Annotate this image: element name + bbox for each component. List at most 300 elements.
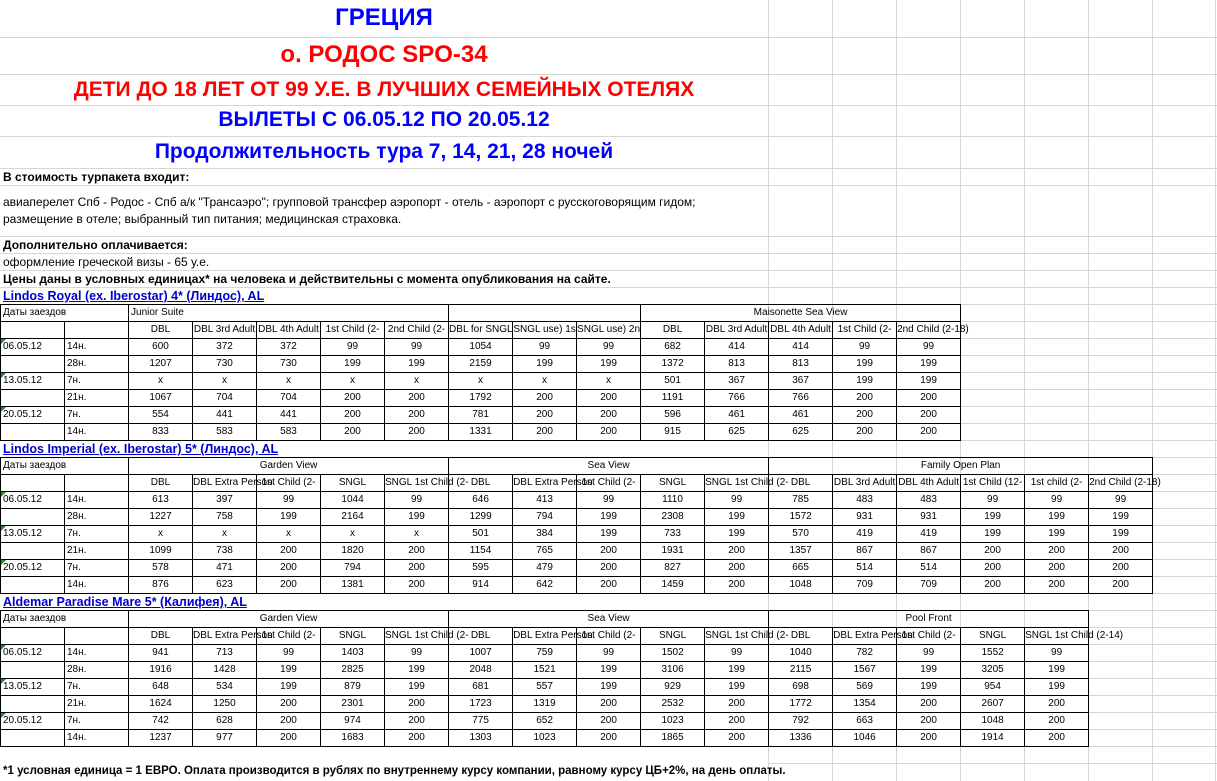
price-cell: x (193, 526, 257, 543)
price-cell: 471 (193, 560, 257, 577)
price-cell: 200 (577, 560, 641, 577)
price-cell: 200 (577, 543, 641, 560)
price-cell: 1459 (641, 577, 705, 594)
grid-line (768, 236, 1217, 237)
price-cell: 794 (513, 509, 577, 526)
dates-label: Даты заездов (1, 611, 129, 628)
price-cell: 200 (833, 424, 897, 441)
price-cell: 99 (577, 645, 641, 662)
price-cell: 1054 (449, 339, 513, 356)
price-cell: 1319 (513, 696, 577, 713)
price-cell: 1572 (769, 509, 833, 526)
price-cell: 200 (897, 407, 961, 424)
price-cell: 733 (641, 526, 705, 543)
nights: 7н. (65, 679, 129, 696)
page-title-country: ГРЕЦИЯ (335, 4, 433, 31)
price-cell: 200 (705, 696, 769, 713)
price-cell: 199 (961, 509, 1025, 526)
price-cell: 200 (321, 424, 385, 441)
grid-line (768, 270, 1217, 271)
table-row (1, 662, 1089, 679)
table-row (1, 577, 1153, 594)
arrival-date: 06.05.12 (1, 492, 65, 509)
column-header: 2nd Child (2- (385, 322, 449, 339)
price-cell: 199 (897, 373, 961, 390)
price-cell: 200 (513, 390, 577, 407)
price-cell: 1007 (449, 645, 513, 662)
price-cell: 1044 (321, 492, 385, 509)
arrival-date (1, 577, 65, 594)
column-header: DBL Extra Person (513, 628, 577, 645)
table-row (1, 679, 1089, 696)
price-cell: 1916 (129, 662, 193, 679)
price-cell: 200 (321, 390, 385, 407)
price-cell: x (577, 373, 641, 390)
price-cell: 200 (257, 543, 321, 560)
price-cell: 199 (577, 662, 641, 679)
price-cell: 578 (129, 560, 193, 577)
price-cell: 99 (1089, 492, 1153, 509)
table-row (1, 356, 961, 373)
arrival-date (1, 424, 65, 441)
room-type-group: Junior Suite (129, 305, 449, 322)
column-header: SNGL (961, 628, 1025, 645)
column-header: 1st Child (2- (833, 322, 897, 339)
nights: 7н. (65, 373, 129, 390)
extra-heading: Дополнительно оплачивается: (3, 238, 188, 252)
price-cell: 200 (257, 560, 321, 577)
price-cell: 367 (705, 373, 769, 390)
grid-line (768, 287, 1217, 288)
price-cell: 199 (1025, 526, 1089, 543)
price-cell: 200 (1089, 543, 1153, 560)
price-cell: 200 (577, 730, 641, 747)
price-cell: 199 (513, 356, 577, 373)
price-cell: 199 (385, 509, 449, 526)
hotel-link-aldemar-paradise[interactable]: Aldemar Paradise Mare 5* (Калифея), AL (3, 595, 247, 609)
column-header: DBL Extra Person (833, 628, 897, 645)
price-cell: 1207 (129, 356, 193, 373)
price-cell: 1502 (641, 645, 705, 662)
table-row (1, 526, 1153, 543)
table-row (1, 713, 1089, 730)
price-cell: 199 (257, 662, 321, 679)
price-cell: 534 (193, 679, 257, 696)
price-cell: 200 (705, 543, 769, 560)
price-cell: 867 (897, 543, 961, 560)
price-cell: 200 (897, 390, 961, 407)
price-cell: 1336 (769, 730, 833, 747)
column-header: SNGL 1st Child (2- (385, 628, 449, 645)
price-cell: 199 (385, 679, 449, 696)
arrival-date (1, 730, 65, 747)
column-header: DBL (449, 628, 513, 645)
price-cell: 200 (961, 577, 1025, 594)
price-cell: 2301 (321, 696, 385, 713)
price-cell: 200 (385, 730, 449, 747)
price-cell: 646 (449, 492, 513, 509)
extra-line: оформление греческой визы - 65 у.е. (3, 255, 210, 269)
price-cell: 200 (897, 696, 961, 713)
price-cell: 200 (897, 424, 961, 441)
column-header: DBL (769, 475, 833, 492)
price-cell: 200 (1025, 696, 1089, 713)
price-cell: x (321, 373, 385, 390)
price-cell: 200 (1025, 560, 1089, 577)
price-cell: 199 (385, 662, 449, 679)
price-cell: 766 (705, 390, 769, 407)
price-cell: 1331 (449, 424, 513, 441)
price-cell: 200 (257, 730, 321, 747)
price-cell: 200 (1025, 713, 1089, 730)
price-cell: 1099 (129, 543, 193, 560)
price-cell: 367 (769, 373, 833, 390)
price-cell: 758 (193, 509, 257, 526)
price-cell: 199 (833, 356, 897, 373)
column-header: SNGL (641, 628, 705, 645)
price-cell: 1723 (449, 696, 513, 713)
price-cell: 1023 (641, 713, 705, 730)
price-cell: 1227 (129, 509, 193, 526)
price-cell: 419 (897, 526, 961, 543)
price-cell: 199 (1025, 662, 1089, 679)
price-cell: 501 (449, 526, 513, 543)
price-cell: 595 (449, 560, 513, 577)
price-cell: 200 (833, 390, 897, 407)
price-cell: 682 (641, 339, 705, 356)
column-header: SNGL 1st Child (2- (385, 475, 449, 492)
price-cell: 1023 (513, 730, 577, 747)
table-row (1, 730, 1089, 747)
price-cell: 200 (1089, 560, 1153, 577)
price-cell: 99 (577, 492, 641, 509)
price-cell: x (193, 373, 257, 390)
nights: 7н. (65, 713, 129, 730)
price-cell: 2115 (769, 662, 833, 679)
price-cell: 1381 (321, 577, 385, 594)
price-cell: 99 (385, 339, 449, 356)
price-cell: 713 (193, 645, 257, 662)
price-cell: 742 (129, 713, 193, 730)
price-cell: 200 (385, 696, 449, 713)
price-cell: 792 (769, 713, 833, 730)
price-cell: 709 (833, 577, 897, 594)
prices-note: Цены даны в условных единицах* на человека и действительны с момента опубликования на сайте. (3, 272, 611, 286)
price-table-aldemar-paradise (0, 610, 1124, 747)
price-cell: 681 (449, 679, 513, 696)
column-header: 1st Child (2- (321, 322, 385, 339)
price-cell: 941 (129, 645, 193, 662)
price-cell: 583 (257, 424, 321, 441)
price-cell: 200 (1025, 577, 1089, 594)
grid-line (768, 37, 1217, 38)
promo-headline: ДЕТИ ДО 18 ЛЕТ ОТ 99 У.Е. В ЛУЧШИХ СЕМЕЙНЫХ ОТЕЛЯХ (73, 78, 695, 101)
price-cell: 200 (705, 577, 769, 594)
hotel-link-lindos-royal[interactable]: Lindos Royal (ex. Iberostar) 4* (Линдос), AL (3, 289, 265, 303)
room-type-group: Family Open Plan (769, 458, 1153, 475)
price-cell: 461 (769, 407, 833, 424)
price-cell: 625 (769, 424, 833, 441)
column-header: SNGL (321, 475, 385, 492)
price-cell: 99 (833, 339, 897, 356)
price-cell: 642 (513, 577, 577, 594)
row-line (0, 168, 768, 169)
column-header: 1st Child (2- (577, 475, 641, 492)
header-empty (65, 628, 129, 645)
header-empty (65, 475, 129, 492)
price-cell: 199 (833, 373, 897, 390)
price-cell: 200 (577, 390, 641, 407)
nights: 28н. (65, 662, 129, 679)
price-cell: x (385, 373, 449, 390)
price-cell: 199 (897, 662, 961, 679)
row-line (0, 270, 768, 271)
column-header: DBL 4th Adult (769, 322, 833, 339)
price-cell: 199 (705, 509, 769, 526)
row-line (0, 105, 768, 106)
price-cell: 876 (129, 577, 193, 594)
header-empty (65, 322, 129, 339)
table-row (1, 339, 961, 356)
price-cell: 3205 (961, 662, 1025, 679)
price-cell: x (129, 373, 193, 390)
table-row (1, 560, 1153, 577)
column-header: DBL for SNGL (449, 322, 513, 339)
price-cell: 730 (193, 356, 257, 373)
row-line (0, 253, 768, 254)
price-cell: 652 (513, 713, 577, 730)
header-empty (1, 475, 65, 492)
nights: 14н. (65, 339, 129, 356)
price-cell: 200 (385, 407, 449, 424)
price-cell: 648 (129, 679, 193, 696)
price-cell: 1357 (769, 543, 833, 560)
price-cell: 915 (641, 424, 705, 441)
price-cell: 99 (705, 492, 769, 509)
column-header: 2nd Child (2-18) (1089, 475, 1153, 492)
price-cell: 1428 (193, 662, 257, 679)
price-cell: 200 (1089, 577, 1153, 594)
column-header: 1st Child (2- (257, 475, 321, 492)
price-cell: 199 (577, 526, 641, 543)
price-cell: 200 (1025, 543, 1089, 560)
room-type-group: Sea View (449, 611, 769, 628)
price-cell: 1191 (641, 390, 705, 407)
price-cell: 1820 (321, 543, 385, 560)
price-cell: 1772 (769, 696, 833, 713)
column-header: SNGL use) 2n (577, 322, 641, 339)
nights: 7н. (65, 560, 129, 577)
price-cell: 199 (1025, 509, 1089, 526)
row-line (0, 287, 768, 288)
column-header: SNGL use) 1s (513, 322, 577, 339)
table-row (1, 645, 1089, 662)
price-cell: 583 (193, 424, 257, 441)
price-cell: 625 (705, 424, 769, 441)
price-cell: 929 (641, 679, 705, 696)
price-cell: 1372 (641, 356, 705, 373)
price-cell: 613 (129, 492, 193, 509)
room-type-group-empty (449, 305, 641, 322)
price-cell: 2532 (641, 696, 705, 713)
arrival-date (1, 662, 65, 679)
price-cell: 199 (1089, 509, 1153, 526)
price-cell: x (321, 526, 385, 543)
price-cell: 833 (129, 424, 193, 441)
row-line (0, 37, 768, 38)
price-cell: 794 (321, 560, 385, 577)
price-cell: 99 (1025, 645, 1089, 662)
room-type-group: Garden View (129, 611, 449, 628)
price-cell: 2159 (449, 356, 513, 373)
price-cell: 570 (769, 526, 833, 543)
column-header: SNGL (641, 475, 705, 492)
nights: 14н. (65, 645, 129, 662)
arrival-date (1, 696, 65, 713)
price-cell: 1865 (641, 730, 705, 747)
hotel-link-lindos-imperial[interactable]: Lindos Imperial (ex. Iberostar) 5* (Линдос), AL (3, 442, 279, 456)
column-header: DBL (129, 628, 193, 645)
price-cell: 199 (577, 679, 641, 696)
price-cell: 765 (513, 543, 577, 560)
column-header: DBL 3rd Adult (833, 475, 897, 492)
price-cell: 1048 (769, 577, 833, 594)
price-cell: 200 (577, 713, 641, 730)
price-cell: 2825 (321, 662, 385, 679)
price-cell: 1048 (961, 713, 1025, 730)
price-cell: 200 (513, 424, 577, 441)
grid-line (768, 105, 1217, 106)
price-cell: 867 (833, 543, 897, 560)
nights: 7н. (65, 407, 129, 424)
price-cell: 2308 (641, 509, 705, 526)
column-header: DBL Extra Person (513, 475, 577, 492)
column-header: DBL Extra Person (193, 475, 257, 492)
price-cell: 200 (257, 713, 321, 730)
price-cell: 775 (449, 713, 513, 730)
column-header: SNGL 1st Child (2- (705, 475, 769, 492)
grid-line (768, 185, 1217, 186)
nights: 14н. (65, 492, 129, 509)
price-cell: 730 (257, 356, 321, 373)
grid-line (768, 763, 1217, 764)
column-header: DBL 3rd Adult (193, 322, 257, 339)
price-cell: 199 (577, 356, 641, 373)
column-header: DBL Extra Person (193, 628, 257, 645)
price-cell: 1250 (193, 696, 257, 713)
arrival-date: 20.05.12 (1, 560, 65, 577)
column-header: 1st child (2- (1025, 475, 1089, 492)
price-cell: 199 (257, 679, 321, 696)
header-empty (1, 322, 65, 339)
price-cell: 1624 (129, 696, 193, 713)
price-cell: 600 (129, 339, 193, 356)
arrival-date: 13.05.12 (1, 526, 65, 543)
price-cell: 479 (513, 560, 577, 577)
table-row (1, 543, 1153, 560)
price-cell: 199 (897, 679, 961, 696)
price-cell: 738 (193, 543, 257, 560)
price-cell: 954 (961, 679, 1025, 696)
price-cell: 461 (705, 407, 769, 424)
arrival-date (1, 390, 65, 407)
price-cell: 99 (385, 492, 449, 509)
price-cell: 623 (193, 577, 257, 594)
row-line (0, 236, 768, 237)
price-cell: 199 (321, 356, 385, 373)
table-row (1, 696, 1089, 713)
price-cell: 514 (897, 560, 961, 577)
arrival-date: 06.05.12 (1, 339, 65, 356)
price-cell: 501 (641, 373, 705, 390)
table-row (1, 390, 961, 407)
nights: 28н. (65, 509, 129, 526)
price-cell: 704 (193, 390, 257, 407)
price-cell: 200 (385, 713, 449, 730)
arrival-date (1, 509, 65, 526)
column-header: DBL (641, 322, 705, 339)
price-cell: 384 (513, 526, 577, 543)
grid-line (768, 168, 1217, 169)
price-cell: 1792 (449, 390, 513, 407)
price-cell: 1237 (129, 730, 193, 747)
table-row (1, 373, 961, 390)
price-cell: 199 (385, 356, 449, 373)
price-cell: 596 (641, 407, 705, 424)
page-title-island: о. РОДОС SPO-34 (280, 41, 488, 68)
price-cell: 1046 (833, 730, 897, 747)
column-header: DBL (129, 322, 193, 339)
price-cell: 766 (769, 390, 833, 407)
column-header: SNGL (321, 628, 385, 645)
price-cell: 977 (193, 730, 257, 747)
price-cell: 200 (385, 424, 449, 441)
dates-label: Даты заездов (1, 305, 129, 322)
price-cell: 200 (961, 543, 1025, 560)
price-cell: 200 (513, 407, 577, 424)
grid-line (1152, 0, 1153, 781)
price-cell: 785 (769, 492, 833, 509)
nights: 28н. (65, 356, 129, 373)
column-header: SNGL 1st Child (2- (705, 628, 769, 645)
price-cell: 200 (705, 730, 769, 747)
price-cell: 200 (897, 713, 961, 730)
nights: 21н. (65, 696, 129, 713)
row-line (0, 136, 768, 137)
price-cell: 781 (449, 407, 513, 424)
price-cell: 199 (1089, 526, 1153, 543)
arrival-date: 13.05.12 (1, 679, 65, 696)
price-cell: x (449, 373, 513, 390)
price-cell: 372 (193, 339, 257, 356)
price-cell: 200 (385, 560, 449, 577)
included-line-1: авиаперелет Спб - Родос - Спб а/к "Трансаэро"; групповой трансфер аэропорт - отель - аэропорт с русскоговорящим гидом; (3, 195, 696, 209)
price-cell: 99 (257, 645, 321, 662)
price-cell: 200 (1025, 730, 1089, 747)
price-cell: 413 (513, 492, 577, 509)
price-cell: 441 (257, 407, 321, 424)
price-cell: 419 (833, 526, 897, 543)
price-cell: 709 (897, 577, 961, 594)
dates-label: Даты заездов (1, 458, 129, 475)
price-cell: 372 (257, 339, 321, 356)
price-cell: 200 (385, 390, 449, 407)
price-cell: 628 (193, 713, 257, 730)
price-cell: 200 (385, 577, 449, 594)
price-cell: 1067 (129, 390, 193, 407)
price-cell: 200 (385, 543, 449, 560)
price-cell: 2164 (321, 509, 385, 526)
